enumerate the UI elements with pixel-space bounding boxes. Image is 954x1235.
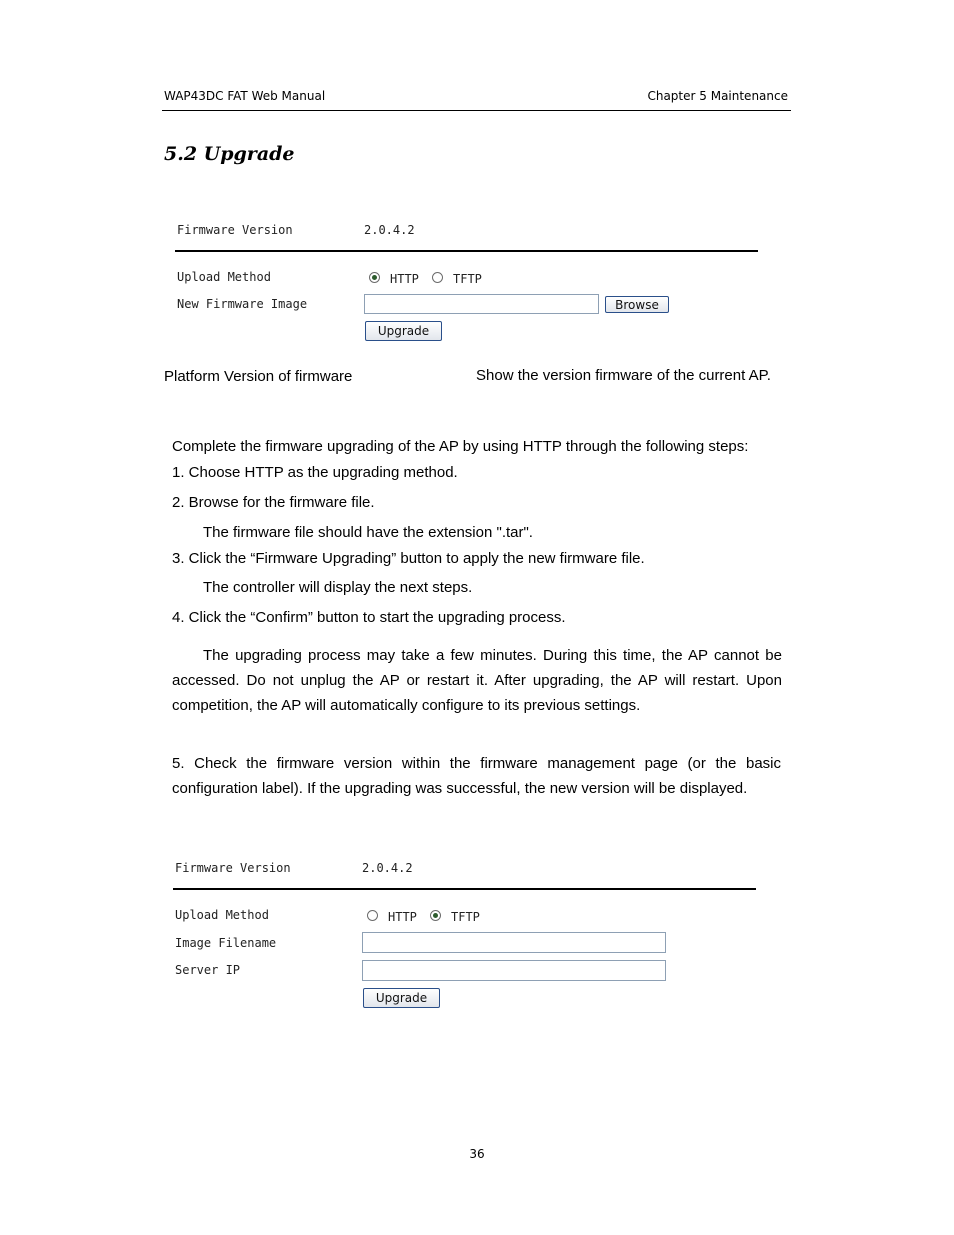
- server-ip-label: Server IP: [175, 963, 241, 977]
- param-name: Platform Version of firmware: [164, 368, 353, 385]
- new-firmware-image-label: New Firmware Image: [177, 297, 308, 311]
- image-filename-label: Image Filename: [175, 936, 277, 950]
- step-2-note: The firmware file should have the extension ".tar".: [203, 524, 533, 541]
- step-3: 3. Click the “Firmware Upgrading” button to apply the new firmware file.: [172, 550, 645, 567]
- firmware-file-input[interactable]: [364, 294, 599, 314]
- image-filename-input[interactable]: [362, 932, 666, 953]
- upgrade-button[interactable]: Upgrade: [365, 321, 442, 341]
- param-description: Show the version firmware of the current AP.: [476, 367, 771, 384]
- section-title: 5.2 Upgrade: [164, 143, 295, 165]
- upload-method-label-2: Upload Method: [175, 908, 269, 922]
- firmware-version-value: 2.0.4.2: [364, 223, 415, 237]
- tftp-radio-2[interactable]: [430, 910, 441, 921]
- http-radio-label: HTTP: [390, 272, 419, 286]
- upload-method-label: Upload Method: [177, 270, 271, 284]
- firmware-version-label-2: Firmware Version: [175, 861, 291, 875]
- header-divider: [162, 110, 791, 111]
- http-radio-2[interactable]: [367, 910, 378, 921]
- upgrade-button-2[interactable]: Upgrade: [363, 988, 440, 1008]
- header-left: WAP43DC FAT Web Manual: [164, 89, 326, 103]
- http-radio-label-2: HTTP: [388, 910, 417, 924]
- step-5: 5. Check the firmware version within the firmware management page (or the basic configuration label). If the upgrading was successful, the new version will be displayed.: [172, 755, 781, 797]
- tftp-radio-label: TFTP: [453, 272, 482, 286]
- browse-button[interactable]: Browse: [605, 296, 669, 313]
- server-ip-input[interactable]: [362, 960, 666, 981]
- step-3-note: The controller will display the next steps.: [203, 579, 473, 596]
- form-divider-2: [173, 888, 756, 890]
- step-2: 2. Browse for the firmware file.: [172, 494, 375, 511]
- upgrade-note-paragraph: The upgrading process may take a few minutes. During this time, the AP cannot be accessed. Do not unplug the AP or restart it. After upgrading, the AP will restart. Upon competition, the AP will automatically configure to its previous settings.: [172, 647, 782, 714]
- header-right: Chapter 5 Maintenance: [647, 89, 788, 103]
- firmware-version-label: Firmware Version: [177, 223, 293, 237]
- step-4: 4. Click the “Confirm” button to start the upgrading process.: [172, 609, 566, 626]
- tftp-radio[interactable]: [432, 272, 443, 283]
- http-radio[interactable]: [369, 272, 380, 283]
- firmware-version-value-2: 2.0.4.2: [362, 861, 413, 875]
- steps-intro: Complete the firmware upgrading of the AP by using HTTP through the following steps:: [172, 438, 749, 455]
- form-divider: [175, 250, 758, 252]
- step-1: 1. Choose HTTP as the upgrading method.: [172, 464, 458, 481]
- tftp-radio-label-2: TFTP: [451, 910, 480, 924]
- page-number: 36: [469, 1147, 485, 1161]
